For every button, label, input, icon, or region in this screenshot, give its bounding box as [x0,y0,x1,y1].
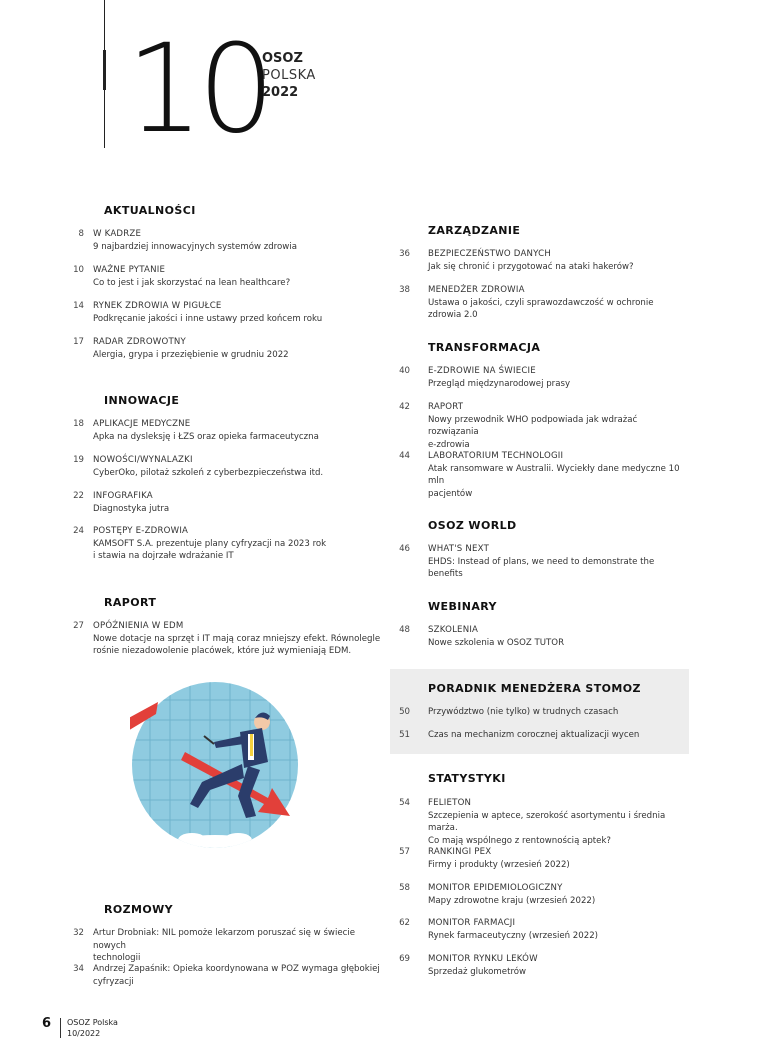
page-number: 50 [399,707,410,717]
footer-divider [60,1018,61,1038]
page-number: 17 [73,337,84,347]
page-number: 8 [78,229,84,239]
page-number: 18 [73,419,84,429]
masthead-title [262,50,316,101]
section-heading-poradnik: PORADNIK MENEDŻERA STOMOZ [428,682,641,695]
entry-title: WAŻNE PYTANIE [93,265,166,275]
entry-title: MONITOR EPIDEMIOLOGICZNY [428,883,563,893]
entry-desc-line-2: cyfryzacji [93,976,134,987]
page-number: 46 [399,544,410,554]
section-heading-statystyki: STATYSTYKI [428,772,506,785]
entry-desc: Firmy i produkty (wrzesień 2022) [428,859,570,870]
section-heading-osoz-world: OSOZ WORLD [428,519,517,532]
page-number: 32 [73,928,84,938]
entry-title: RYNEK ZDROWIA W PIGUŁCE [93,301,222,311]
entry-desc: Mapy zdrowotne kraju (wrzesień 2022) [428,895,596,906]
entry-title: MONITOR RYNKU LEKÓW [428,954,538,964]
entry-desc: Co to jest i jak skorzystać na lean healthcare? [93,277,291,288]
entry-title: RADAR ZDROWOTNY [93,337,186,347]
entry-desc: Alergia, grypa i przeziębienie w grudniu 2022 [93,349,289,360]
section-heading-webinary: WEBINARY [428,600,497,613]
entry-title: RAPORT [428,402,464,412]
page-number: 69 [399,954,410,964]
section-heading-rozmowy: ROZMOWY [104,903,173,916]
entry-desc-line-2: technologii [93,953,141,963]
page-number: 42 [399,402,410,412]
entry-desc: CyberOko, pilotaż szkoleń z cyberbezpieczeństwa itd. [93,467,324,478]
entry-title: E-ZDROWIE NA ŚWIECIE [428,366,536,376]
entry-desc-line-2: e-zdrowia [428,439,470,450]
footer-publication [67,1017,118,1039]
section-heading-zarzadzanie: ZARZĄDZANIE [428,224,521,237]
footer-issue: 10/2022 [67,1029,101,1038]
entry-desc: Apka na dysleksję i ŁZS oraz opieka farmaceutyczna [93,431,319,442]
page-number: 14 [73,301,84,311]
page-number: 57 [399,847,410,857]
masthead-accent-bar [103,50,106,90]
entry-title: FELIETON [428,798,472,808]
entry-desc: Czas na mechanizm corocznej aktualizacji wycen [428,730,640,740]
page-number: 36 [399,249,410,259]
page-number: 10 [73,265,84,275]
entry-desc: Nowe szkolenia w OSOZ TUTOR [428,637,565,648]
entry-title: MENEDŻER ZDROWIA [428,285,525,295]
entry-desc: 9 najbardziej innowacyjnych systemów zdrowia [93,241,297,252]
page-number: 58 [399,883,410,893]
entry-desc: Ustawa o jakości, czyli sprawozdawczość w ochronie zdrowia 2.0 [428,297,654,320]
businessman-arrow-illustration [130,680,300,850]
entry-desc: KAMSOFT S.A. prezentuje plany cyfryzacji na 2023 rok [93,538,327,549]
page-number: 44 [399,451,410,461]
entry-title: RANKINGI PEX [428,847,492,857]
page-number: 27 [73,621,84,631]
page-number: 51 [399,730,410,740]
masthead-line-2: POLSKA [262,68,316,83]
section-heading-transformacja: TRANSFORMACJA [428,341,541,354]
page-number: 54 [399,798,410,808]
entry-title: MONITOR FARMACJI [428,918,516,928]
entry-title: LABORATORIUM TECHNOLOGII [428,451,564,461]
page-number: 22 [73,491,84,501]
section-heading-raport: RAPORT [104,596,157,609]
section-heading-aktualnosci: AKTUALNOŚCI [104,204,196,217]
entry-desc: Jak się chronić i przygotować na ataki hakerów? [428,261,634,272]
page-number: 34 [73,964,84,974]
footer-publication-name: OSOZ Polska [67,1018,118,1027]
entry-title: W KADRZE [93,229,142,239]
entry-desc: Przegląd międzynarodowej prasy [428,378,571,389]
issue-number: 10 [126,18,270,160]
footer-page-number: 6 [42,1016,52,1031]
entry-desc: Podkręcanie jakości i inne ustawy przed końcem roku [93,313,323,324]
entry-desc-line-2: Co mają wspólnego z rentownością aptek? [428,835,611,846]
entry-desc: Andrzej Zapaśnik: Opieka koordynowana w POZ wymaga głębokiej [93,964,380,974]
entry-desc: Sprzedaż glukometrów [428,966,527,977]
page-number: 24 [73,526,84,536]
entry-title: INFOGRAFIKA [93,491,153,501]
entry-desc: Nowy przewodnik WHO podpowiada jak wdrażać rozwiązania [428,414,638,437]
entry-desc: Nowe dotacje na sprzęt i IT mają coraz mniejszy efekt. Równolegle [93,633,381,644]
masthead-line-1: OSOZ [262,51,303,66]
entry-title: POSTĘPY E-ZDROWIA [93,526,189,536]
page-number: 62 [399,918,410,928]
page-number: 38 [399,285,410,295]
section-heading-innowacje: INNOWACJE [104,394,180,407]
entry-title: SZKOLENIA [428,625,479,635]
entry-title: WHAT'S NEXT [428,544,490,554]
entry-desc: EHDS: Instead of plans, we need to demonstrate the benefits [428,556,655,579]
entry-desc: Diagnostyka jutra [93,503,170,514]
masthead-line-3: 2022 [262,85,299,100]
entry-title: APLIKACJE MEDYCZNE [93,419,191,429]
entry-desc: Szczepienia w aptece, szerokość asortymentu i średnia marża. [428,810,666,833]
entry-desc-line-2: rośnie niezadowolenie placówek, które już wymieniają EDM. [93,646,352,656]
entry-desc-line-2: pacjentów [428,488,473,499]
page-number: 40 [399,366,410,376]
page-number: 48 [399,625,410,635]
entry-title: NOWOŚCI/WYNALAZKI [93,455,193,465]
entry-desc: Przywództwo (nie tylko) w trudnych czasach [428,707,619,717]
entry-title: BEZPIECZEŃSTWO DANYCH [428,249,552,259]
entry-desc: Rynek farmaceutyczny (wrzesień 2022) [428,930,599,941]
entry-desc-line-2: i stawia na dojrzałe wdrażanie IT [93,551,234,561]
page-number: 19 [73,455,84,465]
entry-desc: Artur Drobniak: NIL pomoże lekarzom poruszać się w świecie nowych [93,928,356,951]
entry-desc: Atak ransomware w Australii. Wyciekły dane medyczne 10 mln [428,463,680,486]
entry-title: OPÓŹNIENIA W EDM [93,621,184,631]
